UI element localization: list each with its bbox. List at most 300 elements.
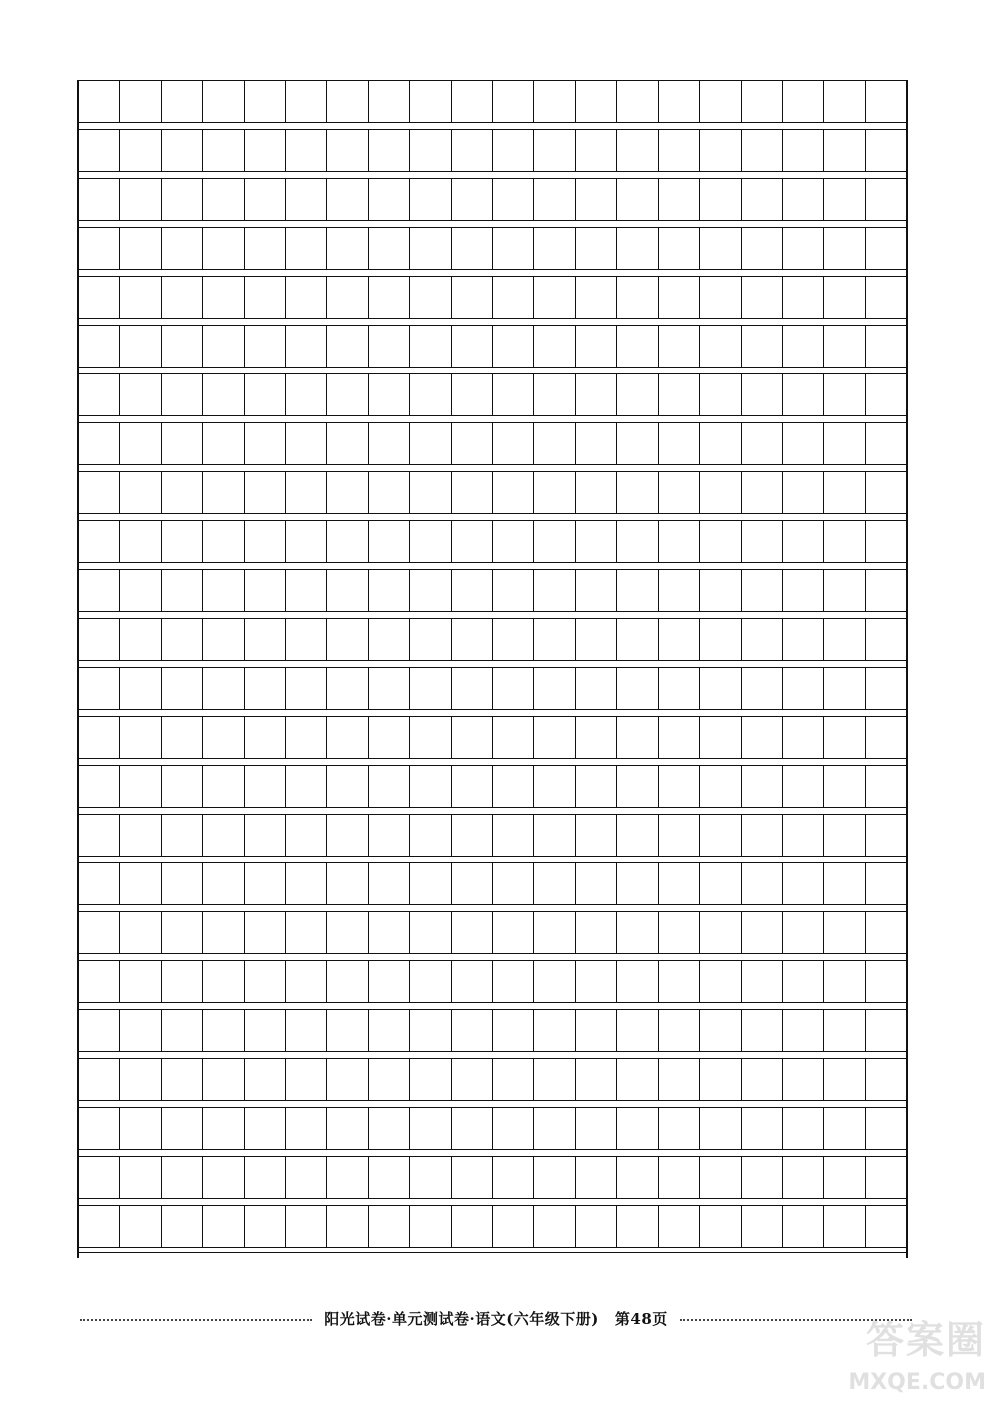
grid-cell <box>741 1157 782 1198</box>
grid-cell <box>202 472 243 513</box>
grid-cell <box>119 863 160 904</box>
grid-cell <box>616 472 657 513</box>
grid-cell <box>161 326 202 367</box>
grid-cell <box>533 179 574 220</box>
grid-cell <box>79 815 119 856</box>
grid-cell <box>865 472 906 513</box>
grid-cell <box>782 374 823 415</box>
grid-cell <box>244 570 285 611</box>
grid-row <box>79 716 906 759</box>
grid-cell <box>823 766 864 807</box>
grid-cell <box>575 863 616 904</box>
grid-cell <box>492 1010 533 1051</box>
grid-cell <box>326 423 367 464</box>
grid-cell <box>616 717 657 758</box>
grid-cell <box>865 619 906 660</box>
grid-cell <box>79 228 119 269</box>
grid-cell <box>492 81 533 122</box>
grid-cell <box>782 815 823 856</box>
grid-cell <box>119 717 160 758</box>
grid-cell <box>244 521 285 562</box>
grid-cell <box>492 1157 533 1198</box>
grid-cell <box>119 570 160 611</box>
grid-cell <box>202 766 243 807</box>
grid-cell <box>492 228 533 269</box>
grid-cell <box>451 326 492 367</box>
grid-cell <box>492 766 533 807</box>
grid-cell <box>326 766 367 807</box>
grid-row <box>79 276 906 319</box>
grid-cell <box>782 277 823 318</box>
grid-cell <box>658 521 699 562</box>
grid-cell <box>244 1108 285 1149</box>
watermark <box>816 1309 986 1399</box>
grid-cell <box>823 961 864 1002</box>
grid-cell <box>451 619 492 660</box>
grid-cell <box>575 472 616 513</box>
grid-cell <box>616 766 657 807</box>
grid-cell <box>368 1157 409 1198</box>
grid-cell <box>823 619 864 660</box>
grid-cell <box>658 766 699 807</box>
grid-cell <box>823 1108 864 1149</box>
grid-cell <box>699 1157 740 1198</box>
grid-cell <box>492 668 533 709</box>
grid-cell <box>823 374 864 415</box>
grid-cell <box>368 228 409 269</box>
grid-cell <box>823 179 864 220</box>
grid-cell <box>616 1010 657 1051</box>
grid-cell <box>119 277 160 318</box>
grid-cell <box>699 912 740 953</box>
grid-cell <box>161 619 202 660</box>
grid-cell <box>326 1059 367 1100</box>
grid-cell <box>409 277 450 318</box>
grid-cell <box>326 130 367 171</box>
grid-cell <box>451 1157 492 1198</box>
grid-row <box>79 814 906 857</box>
grid-cell <box>161 863 202 904</box>
grid-cell <box>202 277 243 318</box>
grid-cell <box>699 81 740 122</box>
grid-cell <box>575 1059 616 1100</box>
grid-cell <box>616 1206 657 1247</box>
grid-cell <box>658 1108 699 1149</box>
grid-cell <box>575 766 616 807</box>
grid-cell <box>285 668 326 709</box>
grid-cell <box>244 961 285 1002</box>
grid-cell <box>161 374 202 415</box>
grid-cell <box>451 179 492 220</box>
grid-cell <box>865 717 906 758</box>
grid-cell <box>285 81 326 122</box>
grid-cell <box>575 326 616 367</box>
grid-cell <box>451 374 492 415</box>
grid-cell <box>161 130 202 171</box>
grid-cell <box>285 619 326 660</box>
grid-cell <box>741 961 782 1002</box>
grid-cell <box>244 1157 285 1198</box>
grid-cell <box>658 228 699 269</box>
grid-cell <box>451 228 492 269</box>
grid-cell <box>79 961 119 1002</box>
grid-cell <box>492 1059 533 1100</box>
page-footer <box>80 1306 912 1330</box>
grid-row <box>79 178 906 221</box>
grid-cell <box>533 1157 574 1198</box>
grid-cell <box>699 277 740 318</box>
grid-cell <box>823 668 864 709</box>
grid-cell <box>79 863 119 904</box>
grid-cell <box>119 1059 160 1100</box>
grid-cell <box>285 179 326 220</box>
grid-cell <box>244 1206 285 1247</box>
grid-cell <box>285 1010 326 1051</box>
grid-cell <box>823 521 864 562</box>
grid-row <box>79 422 906 465</box>
grid-cell <box>119 815 160 856</box>
grid-row <box>79 911 906 954</box>
grid-cell <box>161 521 202 562</box>
grid-cell <box>492 619 533 660</box>
grid-cell <box>616 277 657 318</box>
grid-cell <box>741 1010 782 1051</box>
grid-cell <box>79 766 119 807</box>
grid-cell <box>741 717 782 758</box>
grid-cell <box>409 1059 450 1100</box>
grid-row <box>79 520 906 563</box>
grid-cell <box>244 81 285 122</box>
grid-cell <box>202 1157 243 1198</box>
grid-cell <box>368 423 409 464</box>
grid-cell <box>451 668 492 709</box>
grid-cell <box>658 130 699 171</box>
grid-cell <box>782 1206 823 1247</box>
grid-cell <box>326 961 367 1002</box>
grid-cell <box>492 1108 533 1149</box>
grid-cell <box>368 130 409 171</box>
grid-cell <box>492 472 533 513</box>
footer-page-number: 第48页 <box>614 1309 668 1328</box>
grid-cell <box>202 521 243 562</box>
grid-cell <box>326 863 367 904</box>
grid-cell <box>575 570 616 611</box>
grid-cell <box>782 619 823 660</box>
grid-cell <box>865 228 906 269</box>
grid-cell <box>409 521 450 562</box>
grid-cell <box>161 277 202 318</box>
grid-cell <box>285 423 326 464</box>
grid-cell <box>244 912 285 953</box>
grid-cell <box>575 179 616 220</box>
grid-cell <box>368 179 409 220</box>
grid-cell <box>119 423 160 464</box>
grid-cell <box>865 130 906 171</box>
grid-cell <box>575 228 616 269</box>
grid-cell <box>202 374 243 415</box>
grid-cell <box>368 961 409 1002</box>
grid-row <box>79 765 906 808</box>
grid-cell <box>658 961 699 1002</box>
grid-cell <box>616 423 657 464</box>
grid-cell <box>244 374 285 415</box>
grid-cell <box>533 1206 574 1247</box>
grid-cell <box>368 1108 409 1149</box>
grid-row <box>79 1009 906 1052</box>
grid-cell <box>451 815 492 856</box>
grid-cell <box>658 374 699 415</box>
grid-cell <box>492 717 533 758</box>
grid-cell <box>368 374 409 415</box>
grid-cell <box>658 81 699 122</box>
grid-cell <box>492 961 533 1002</box>
grid-cell <box>451 717 492 758</box>
grid-cell <box>823 423 864 464</box>
grid-cell <box>865 815 906 856</box>
grid-cell <box>451 472 492 513</box>
grid-cell <box>492 863 533 904</box>
grid-cell <box>699 326 740 367</box>
grid-cell <box>326 1108 367 1149</box>
grid-cell <box>575 668 616 709</box>
grid-cell <box>865 1010 906 1051</box>
grid-cell <box>79 668 119 709</box>
grid-cell <box>161 570 202 611</box>
grid-cell <box>533 374 574 415</box>
grid-cell <box>492 277 533 318</box>
grid-cell <box>492 912 533 953</box>
grid-cell <box>285 374 326 415</box>
grid-cell <box>616 1157 657 1198</box>
grid-cell <box>451 277 492 318</box>
grid-row <box>79 960 906 1003</box>
grid-cell <box>741 179 782 220</box>
grid-cell <box>244 423 285 464</box>
grid-cell <box>533 521 574 562</box>
grid-cell <box>451 766 492 807</box>
grid-cell <box>79 1108 119 1149</box>
grid-cell <box>616 619 657 660</box>
grid-cell <box>285 130 326 171</box>
grid-cell <box>658 472 699 513</box>
grid-cell <box>451 1206 492 1247</box>
grid-cell <box>161 179 202 220</box>
grid-row <box>79 1205 906 1248</box>
grid-cell <box>202 1010 243 1051</box>
grid-cell <box>244 619 285 660</box>
grid-cell <box>865 326 906 367</box>
grid-cell <box>285 472 326 513</box>
grid-cell <box>865 521 906 562</box>
grid-cell <box>865 374 906 415</box>
grid-cell <box>244 815 285 856</box>
grid-cell <box>741 1059 782 1100</box>
grid-cell <box>658 717 699 758</box>
grid-cell <box>285 815 326 856</box>
grid-cell <box>533 668 574 709</box>
grid-cell <box>823 1059 864 1100</box>
grid-cell <box>79 1010 119 1051</box>
grid-cell <box>368 326 409 367</box>
grid-cell <box>741 619 782 660</box>
grid-cell <box>79 1157 119 1198</box>
grid-cell <box>326 912 367 953</box>
grid-cell <box>326 570 367 611</box>
grid-cell <box>699 1108 740 1149</box>
grid-cell <box>202 81 243 122</box>
grid-cell <box>575 619 616 660</box>
grid-cell <box>699 619 740 660</box>
grid-cell <box>285 570 326 611</box>
grid-cell <box>741 374 782 415</box>
grid-cell <box>575 1108 616 1149</box>
grid-cell <box>161 228 202 269</box>
grid-cell <box>409 815 450 856</box>
grid-cell <box>533 863 574 904</box>
grid-cell <box>285 717 326 758</box>
grid-cell <box>741 1206 782 1247</box>
grid-cell <box>409 472 450 513</box>
grid-cell <box>409 81 450 122</box>
grid-cell <box>575 1010 616 1051</box>
grid-cell <box>699 179 740 220</box>
grid-cell <box>658 1010 699 1051</box>
grid-cell <box>119 130 160 171</box>
grid-cell <box>865 961 906 1002</box>
grid-row <box>79 1156 906 1199</box>
grid-cell <box>782 130 823 171</box>
grid-cell <box>326 1206 367 1247</box>
grid-cell <box>79 1206 119 1247</box>
grid-cell <box>409 668 450 709</box>
grid-cell <box>326 374 367 415</box>
grid-cell <box>782 521 823 562</box>
grid-cell <box>823 326 864 367</box>
grid-cell <box>782 912 823 953</box>
footer-text <box>312 1308 680 1329</box>
grid-cell <box>368 521 409 562</box>
grid-cell <box>285 912 326 953</box>
grid-cell <box>575 277 616 318</box>
grid-cell <box>161 912 202 953</box>
grid-cell <box>119 1157 160 1198</box>
grid-cell <box>368 717 409 758</box>
grid-cell <box>741 130 782 171</box>
grid-cell <box>699 961 740 1002</box>
grid-cell <box>741 815 782 856</box>
grid-cell <box>865 423 906 464</box>
grid-cell <box>79 423 119 464</box>
grid-cell <box>285 521 326 562</box>
grid-cell <box>782 1157 823 1198</box>
grid-cell <box>285 277 326 318</box>
grid-cell <box>658 815 699 856</box>
grid-cell <box>823 1206 864 1247</box>
grid-cell <box>119 374 160 415</box>
grid-cell <box>326 1157 367 1198</box>
grid-cell <box>409 863 450 904</box>
grid-cell <box>741 521 782 562</box>
grid-cell <box>616 179 657 220</box>
grid-cell <box>244 863 285 904</box>
grid-cell <box>575 374 616 415</box>
grid-cell <box>409 423 450 464</box>
grid-cell <box>823 717 864 758</box>
grid-cell <box>451 1108 492 1149</box>
grid-cell <box>409 912 450 953</box>
grid-cell <box>202 912 243 953</box>
grid-cell <box>782 668 823 709</box>
grid-cell <box>326 1010 367 1051</box>
grid-row <box>79 471 906 514</box>
grid-cell <box>575 130 616 171</box>
grid-cell <box>409 961 450 1002</box>
grid-cell <box>244 228 285 269</box>
grid-cell <box>326 81 367 122</box>
grid-cell <box>865 668 906 709</box>
grid-cell <box>865 1108 906 1149</box>
grid-row <box>79 373 906 416</box>
grid-cell <box>741 863 782 904</box>
grid-cell <box>616 521 657 562</box>
grid-cell <box>699 570 740 611</box>
grid-cell <box>119 1206 160 1247</box>
grid-cell <box>533 1059 574 1100</box>
grid-cell <box>823 912 864 953</box>
grid-row <box>79 129 906 172</box>
grid-row <box>79 569 906 612</box>
grid-cell <box>451 863 492 904</box>
grid-cell <box>575 1157 616 1198</box>
grid-cell <box>326 277 367 318</box>
grid-cell <box>368 1206 409 1247</box>
grid-cell <box>368 1059 409 1100</box>
grid-cell <box>533 619 574 660</box>
grid-cell <box>202 179 243 220</box>
grid-cell <box>865 863 906 904</box>
grid-cell <box>409 1010 450 1051</box>
grid-cell <box>119 326 160 367</box>
grid-cell <box>699 1010 740 1051</box>
grid-cell <box>741 81 782 122</box>
grid-cell <box>865 277 906 318</box>
grid-cell <box>202 130 243 171</box>
grid-cell <box>161 1059 202 1100</box>
grid-cell <box>533 81 574 122</box>
grid-cell <box>699 423 740 464</box>
grid-cell <box>616 570 657 611</box>
grid-cell <box>368 766 409 807</box>
footer-title: 阳光试卷·单元测试卷·语文(六年级下册) <box>324 1309 599 1328</box>
grid-cell <box>533 130 574 171</box>
grid-row <box>79 1107 906 1150</box>
grid-cell <box>285 1206 326 1247</box>
grid-cell <box>119 766 160 807</box>
grid-cell <box>658 863 699 904</box>
grid-cell <box>533 961 574 1002</box>
grid-cell <box>451 81 492 122</box>
grid-cell <box>616 863 657 904</box>
grid-cell <box>575 961 616 1002</box>
grid-cell <box>699 668 740 709</box>
grid-cell <box>244 1010 285 1051</box>
grid-cell <box>741 1108 782 1149</box>
grid-cell <box>533 472 574 513</box>
grid-cell <box>79 326 119 367</box>
grid-row <box>79 227 906 270</box>
grid-cell <box>658 619 699 660</box>
grid-cell <box>782 179 823 220</box>
